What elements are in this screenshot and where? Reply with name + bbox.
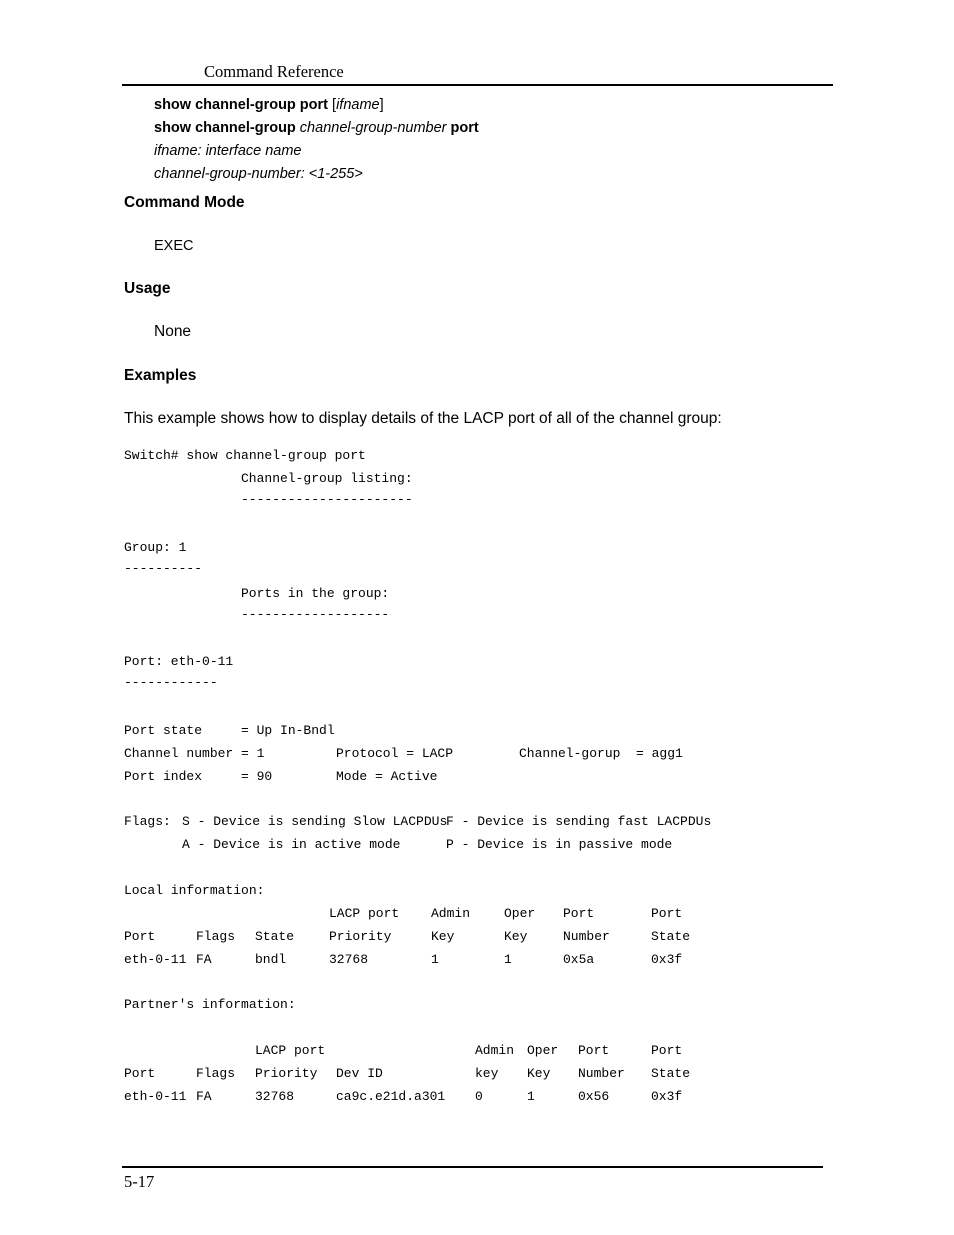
table-cell: 32768	[329, 952, 369, 967]
table-header-cell: Oper	[527, 1043, 559, 1058]
table-header-cell: LACP port	[329, 906, 400, 921]
table-cell: 32768	[255, 1089, 295, 1104]
table-cell: 0x3f	[651, 952, 683, 967]
table-header-cell: Priority	[255, 1066, 318, 1081]
code-listing-title: Channel-group listing:	[241, 471, 413, 486]
table-header-cell: Number	[563, 929, 610, 944]
header-rule	[122, 84, 833, 86]
usage-heading: Usage	[124, 280, 171, 297]
table-header-cell: Port	[124, 1066, 156, 1081]
table-header-cell: State	[651, 929, 691, 944]
table-header-cell: Priority	[329, 929, 392, 944]
table-header-cell: Port	[578, 1043, 610, 1058]
syntax-arg: ifname	[336, 97, 380, 113]
code-flag-p: P - Device is in passive mode	[446, 837, 673, 852]
table-header-cell: Port	[124, 929, 156, 944]
syntax-line-1	[154, 97, 384, 113]
usage-text: None	[154, 323, 192, 340]
table-header-cell: State	[255, 929, 295, 944]
code-port-index: Port index = 90	[124, 769, 273, 784]
code-port: Port: eth-0-11	[124, 654, 234, 669]
syntax-bracket-close: ]	[379, 97, 384, 113]
table-header-cell: Flags	[196, 1066, 236, 1081]
command-mode-heading: Command Mode	[124, 194, 245, 211]
table-header-cell: Key	[431, 929, 455, 944]
code-ports-rule: -------------------	[241, 607, 390, 622]
code-flag-s: S - Device is sending Slow LACPDUs	[182, 814, 448, 829]
table-header-cell: Port	[651, 1043, 683, 1058]
syntax-line-2	[154, 120, 479, 136]
table-cell: 1	[527, 1089, 535, 1104]
param-channel-group-number: channel-group-number: <1-255>	[154, 166, 363, 182]
table-cell: eth-0-11	[124, 952, 187, 967]
table-cell: FA	[196, 952, 212, 967]
table-cell: 0	[475, 1089, 483, 1104]
footer-rule	[122, 1166, 823, 1168]
code-prompt: Switch# show channel-group port	[124, 448, 366, 463]
syntax-keyword: port	[450, 120, 479, 136]
code-port-state: Port state = Up In-Bndl	[124, 723, 335, 738]
table-header-cell: Admin	[475, 1043, 515, 1058]
code-protocol: Protocol = LACP	[336, 746, 454, 761]
syntax-command: show channel-group	[154, 120, 296, 136]
table-cell: eth-0-11	[124, 1089, 187, 1104]
page-number: 5-17	[124, 1172, 155, 1191]
code-ports-title: Ports in the group:	[241, 586, 390, 601]
syntax-bracket-open: [	[328, 97, 337, 113]
code-port-rule: ------------	[124, 675, 218, 690]
code-partner-title: Partner's information:	[124, 997, 296, 1012]
command-mode-text: EXEC	[154, 238, 194, 254]
table-header-cell: Admin	[431, 906, 471, 921]
table-header-cell: State	[651, 1066, 691, 1081]
table-header-cell: Oper	[504, 906, 536, 921]
param-ifname: ifname: interface name	[154, 143, 302, 159]
code-flag-a: A - Device is in active mode	[182, 837, 401, 852]
table-cell: 1	[431, 952, 439, 967]
table-header-cell: key	[475, 1066, 499, 1081]
table-cell: 0x5a	[563, 952, 595, 967]
table-cell: 0x3f	[651, 1089, 683, 1104]
code-flags-label: Flags:	[124, 814, 171, 829]
table-header-cell: Flags	[196, 929, 236, 944]
code-channel-number: Channel number = 1	[124, 746, 265, 761]
examples-heading: Examples	[124, 367, 197, 384]
code-mode: Mode = Active	[336, 769, 438, 784]
table-header-cell: LACP port	[255, 1043, 326, 1058]
table-cell: bndl	[255, 952, 287, 967]
examples-intro: This example shows how to display details of the LACP port of all of the channel group:	[124, 410, 722, 427]
code-group: Group: 1	[124, 540, 187, 555]
table-header-cell: Key	[527, 1066, 551, 1081]
code-group-rule: ----------	[124, 561, 203, 576]
table-cell: 1	[504, 952, 512, 967]
code-flag-f: F - Device is sending fast LACPDUs	[446, 814, 712, 829]
table-cell: 0x56	[578, 1089, 610, 1104]
table-header-cell: Port	[651, 906, 683, 921]
table-header-cell: Number	[578, 1066, 625, 1081]
running-header: Command Reference	[204, 62, 344, 81]
code-local-title: Local information:	[124, 883, 265, 898]
table-header-cell: Dev ID	[336, 1066, 383, 1081]
syntax-command: show channel-group port	[154, 97, 328, 113]
table-cell: FA	[196, 1089, 212, 1104]
code-channel-gorup: Channel-gorup = agg1	[519, 746, 683, 761]
syntax-arg: channel-group-number	[295, 120, 451, 136]
table-header-cell: Port	[563, 906, 595, 921]
code-listing-rule: ----------------------	[241, 492, 413, 507]
table-header-cell: Key	[504, 929, 528, 944]
table-cell: ca9c.e21d.a301	[336, 1089, 446, 1104]
